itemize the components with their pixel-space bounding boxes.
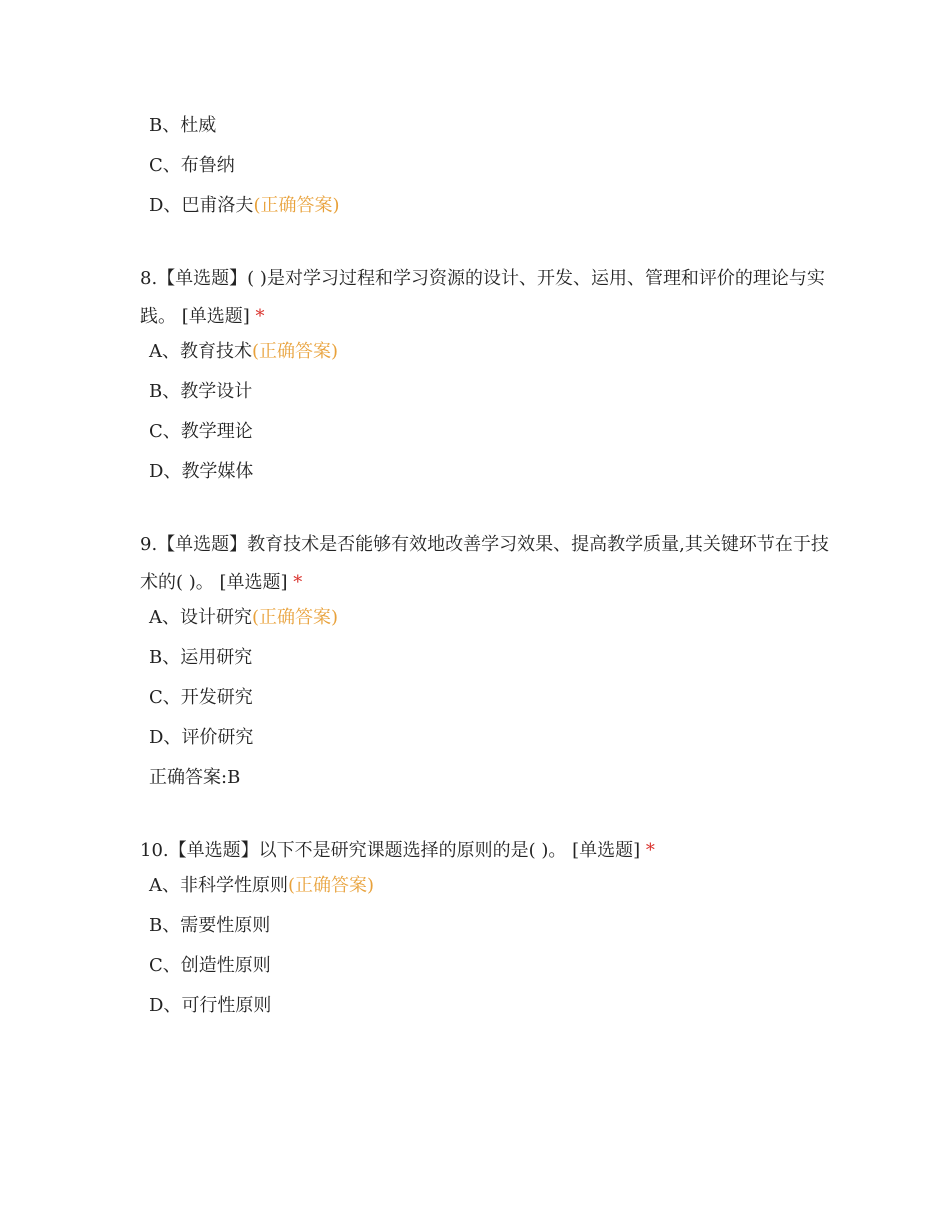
question-10-stem: 10.【单选题】以下不是研究课题选择的原则的是( )。 [单选题] *: [140, 840, 655, 861]
question-10-options: [140, 874, 830, 1034]
question-8-stem: 8.【单选题】( )是对学习过程和学习资源的设计、开发、运用、管理和评价的理论与实践。 [单选题] *: [140, 268, 825, 327]
option-q10-c: C、创造性原则: [149, 955, 271, 976]
option-q9-a: A、设计研究(正确答案): [149, 607, 339, 628]
question-7-options: [140, 114, 830, 234]
option-q9-d: D、评价研究: [149, 727, 254, 748]
required-mark: *: [255, 306, 265, 327]
option-q10-b: B、需要性原则: [149, 915, 271, 936]
option-q8-c: C、教学理论: [149, 421, 253, 442]
correct-answer-tag: (正确答案): [288, 875, 375, 896]
option-q7-c: C、布鲁纳: [149, 155, 235, 176]
option-q7-d: D、巴甫洛夫(正确答案): [149, 195, 340, 216]
correct-answer-tag: (正确答案): [253, 195, 340, 216]
correct-answer-tag: (正确答案): [252, 341, 339, 362]
option-q8-d: D、教学媒体: [149, 461, 254, 482]
required-mark: *: [293, 572, 303, 593]
option-q8-a: A、教育技术(正确答案): [149, 341, 339, 362]
question-9-stem: 9.【单选题】教育技术是否能够有效地改善学习效果、提高教学质量,其关键环节在于技术的( )。 [单选题] *: [140, 534, 829, 593]
option-q10-a: A、非科学性原则(正确答案): [149, 875, 375, 896]
answer-note: 正确答案:B: [149, 767, 241, 788]
option-q8-b: B、教学设计: [149, 381, 253, 402]
question-8-options: [140, 340, 830, 500]
option-q10-d: D、可行性原则: [149, 995, 272, 1016]
question-list: [140, 114, 830, 1034]
option-q9-c: C、开发研究: [149, 687, 253, 708]
correct-answer-tag: (正确答案): [252, 607, 339, 628]
option-q7-b: B、杜威: [149, 115, 217, 136]
option-q9-b: B、运用研究: [149, 647, 253, 668]
required-mark: *: [645, 840, 655, 861]
question-9-options: [140, 606, 830, 806]
